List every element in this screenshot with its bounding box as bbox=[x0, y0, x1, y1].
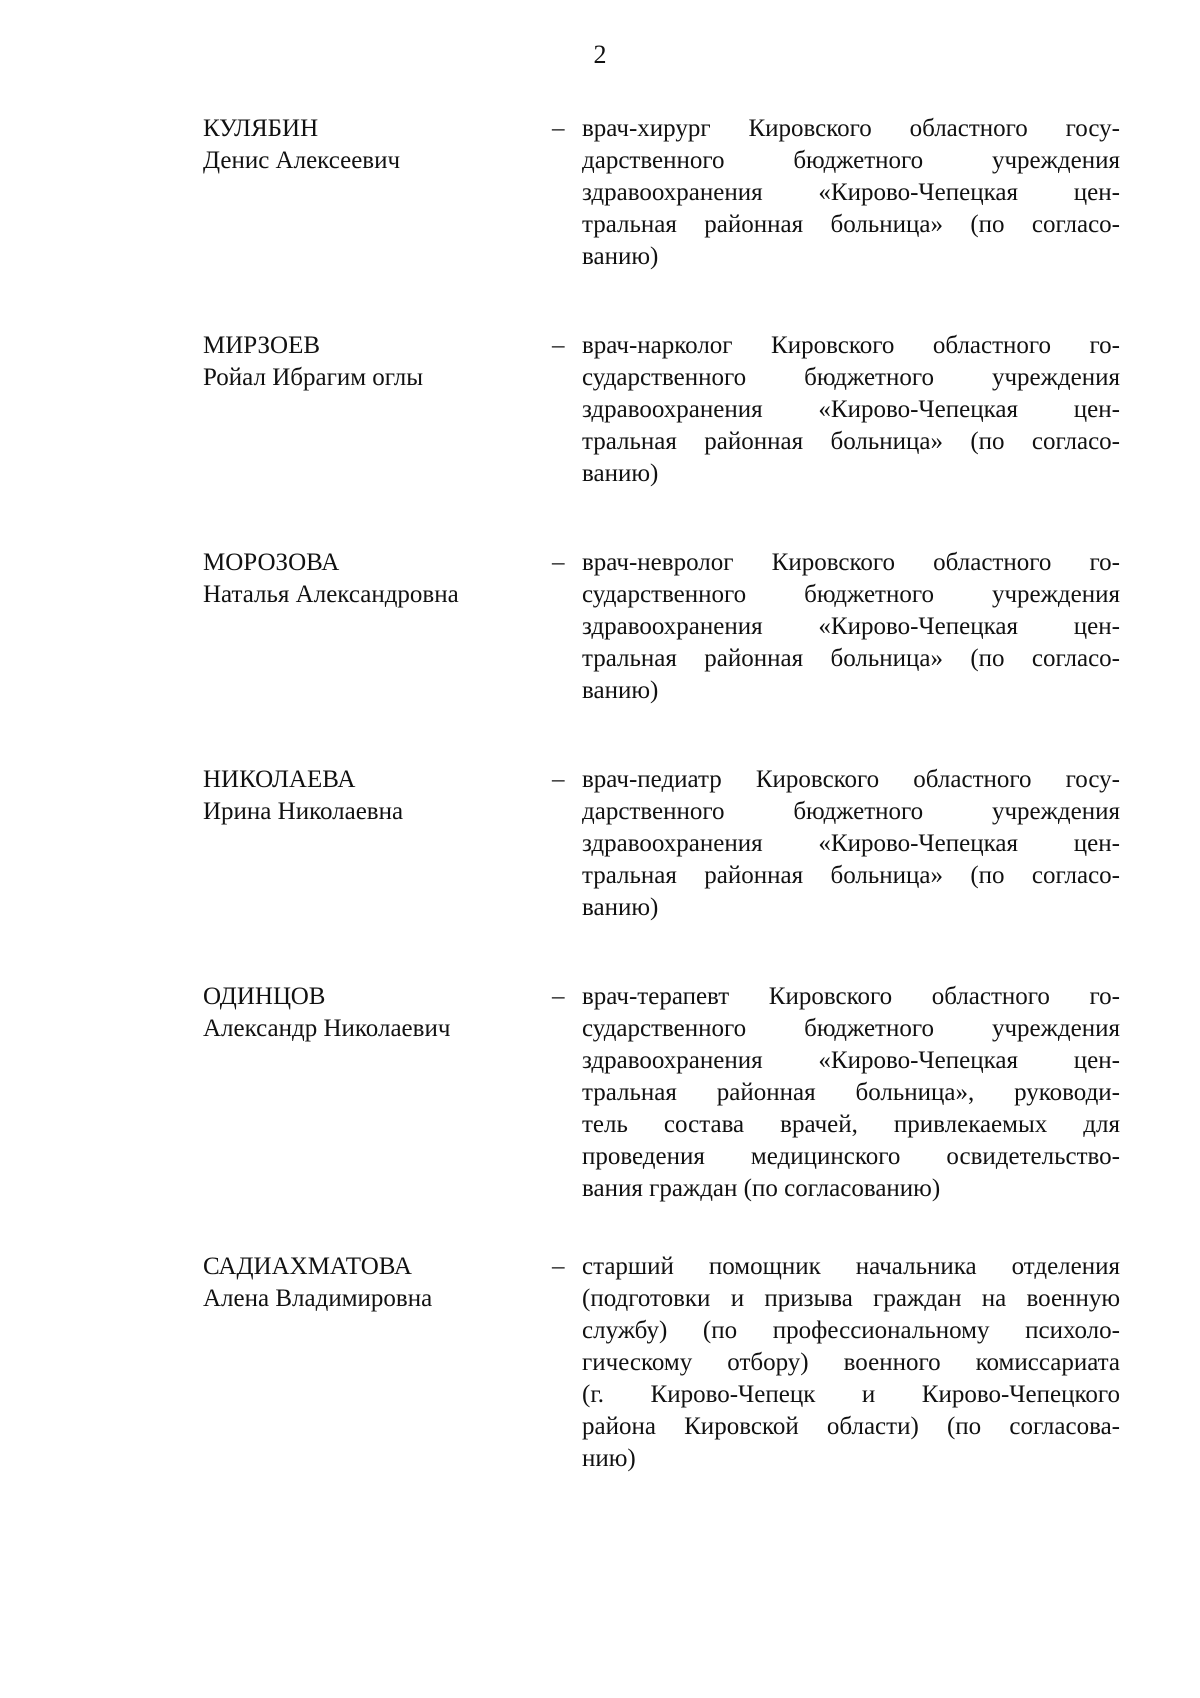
position-line: сударственного бюджетного учреждения bbox=[582, 581, 1120, 608]
position-line: дарственного бюджетного учреждения bbox=[582, 798, 1120, 825]
member-position bbox=[582, 330, 1120, 490]
member-position bbox=[582, 981, 1120, 1205]
member-surname: НИКОЛАЕВА bbox=[203, 766, 356, 793]
member-name bbox=[203, 547, 533, 611]
member-position bbox=[582, 1251, 1120, 1475]
member-given-names: Ройал Ибрагим оглы bbox=[203, 364, 424, 391]
position-line: службу) (по профессиональному психоло- bbox=[582, 1317, 1120, 1344]
member-surname: САДИАХМАТОВА bbox=[203, 1253, 412, 1280]
member-given-names: Александр Николаевич bbox=[203, 1015, 451, 1042]
position-line: нию) bbox=[582, 1445, 636, 1472]
member-entry-morozova bbox=[0, 547, 1200, 764]
position-line: тральная районная больница» (по согласо- bbox=[582, 862, 1120, 889]
position-line: врач-хирург Кировского областного госу- bbox=[582, 115, 1120, 142]
dash-separator: – bbox=[552, 983, 565, 1010]
position-line: дарственного бюджетного учреждения bbox=[582, 147, 1120, 174]
position-line: ванию) bbox=[582, 677, 659, 704]
member-given-names: Алена Владимировна bbox=[203, 1285, 433, 1312]
position-line: (г. Кирово-Чепецк и Кирово-Чепецкого bbox=[582, 1381, 1120, 1408]
dash-separator: – bbox=[552, 115, 565, 142]
position-line: тральная районная больница», руководи- bbox=[582, 1079, 1120, 1106]
position-line: тель состава врачей, привлекаемых для bbox=[582, 1111, 1120, 1138]
position-line: здравоохранения «Кирово-Чепецкая цен- bbox=[582, 1047, 1120, 1074]
position-line: старший помощник начальника отделения bbox=[582, 1253, 1120, 1280]
position-line: здравоохранения «Кирово-Чепецкая цен- bbox=[582, 179, 1120, 206]
member-entry-sadiakhmatova bbox=[0, 1251, 1200, 1521]
member-list bbox=[0, 113, 1200, 1521]
position-line: тральная районная больница» (по согласо- bbox=[582, 211, 1120, 238]
member-surname: МОРОЗОВА bbox=[203, 549, 340, 576]
member-position bbox=[582, 764, 1120, 924]
position-line: тральная районная больница» (по согласо- bbox=[582, 428, 1120, 455]
dash-separator: – bbox=[552, 332, 565, 359]
member-name bbox=[203, 330, 533, 394]
position-line: врач-педиатр Кировского областного госу- bbox=[582, 766, 1120, 793]
member-given-names: Ирина Николаевна bbox=[203, 798, 404, 825]
member-name bbox=[203, 113, 533, 177]
position-line: сударственного бюджетного учреждения bbox=[582, 364, 1120, 391]
position-line: сударственного бюджетного учреждения bbox=[582, 1015, 1120, 1042]
position-line: ванию) bbox=[582, 894, 659, 921]
member-entry-odintsov bbox=[0, 981, 1200, 1251]
member-surname: МИРЗОЕВ bbox=[203, 332, 321, 359]
position-line: врач-терапевт Кировского областного го- bbox=[582, 983, 1120, 1010]
position-line: гическому отбору) военного комиссариата bbox=[582, 1349, 1120, 1376]
member-entry-mirzoev bbox=[0, 330, 1200, 547]
dash-separator: – bbox=[552, 549, 565, 576]
position-line: района Кировской области) (по согласова- bbox=[582, 1413, 1120, 1440]
member-entry-kulyabin bbox=[0, 113, 1200, 330]
member-position bbox=[582, 547, 1120, 707]
member-position bbox=[582, 113, 1120, 273]
member-name bbox=[203, 764, 533, 828]
position-line: ванию) bbox=[582, 460, 659, 487]
position-line: здравоохранения «Кирово-Чепецкая цен- bbox=[582, 830, 1120, 857]
position-line: врач-невролог Кировского областного го- bbox=[582, 549, 1120, 576]
dash-separator: – bbox=[552, 766, 565, 793]
position-line: вания граждан (по согласованию) bbox=[582, 1175, 941, 1202]
member-entry-nikolaeva bbox=[0, 764, 1200, 981]
member-surname: КУЛЯБИН bbox=[203, 115, 319, 142]
position-line: (подготовки и призыва граждан на военную bbox=[582, 1285, 1120, 1312]
member-given-names: Денис Алексеевич bbox=[203, 147, 401, 174]
dash-separator: – bbox=[552, 1253, 565, 1280]
member-surname: ОДИНЦОВ bbox=[203, 983, 326, 1010]
position-line: здравоохранения «Кирово-Чепецкая цен- bbox=[582, 613, 1120, 640]
member-name bbox=[203, 1251, 533, 1315]
page-number: 2 bbox=[593, 40, 607, 69]
position-line: здравоохранения «Кирово-Чепецкая цен- bbox=[582, 396, 1120, 423]
member-given-names: Наталья Александровна bbox=[203, 581, 459, 608]
position-line: тральная районная больница» (по согласо- bbox=[582, 645, 1120, 672]
position-line: врач-нарколог Кировского областного го- bbox=[582, 332, 1120, 359]
position-line: проведения медицинского освидетельство- bbox=[582, 1143, 1120, 1170]
member-name bbox=[203, 981, 533, 1045]
position-line: ванию) bbox=[582, 243, 659, 270]
